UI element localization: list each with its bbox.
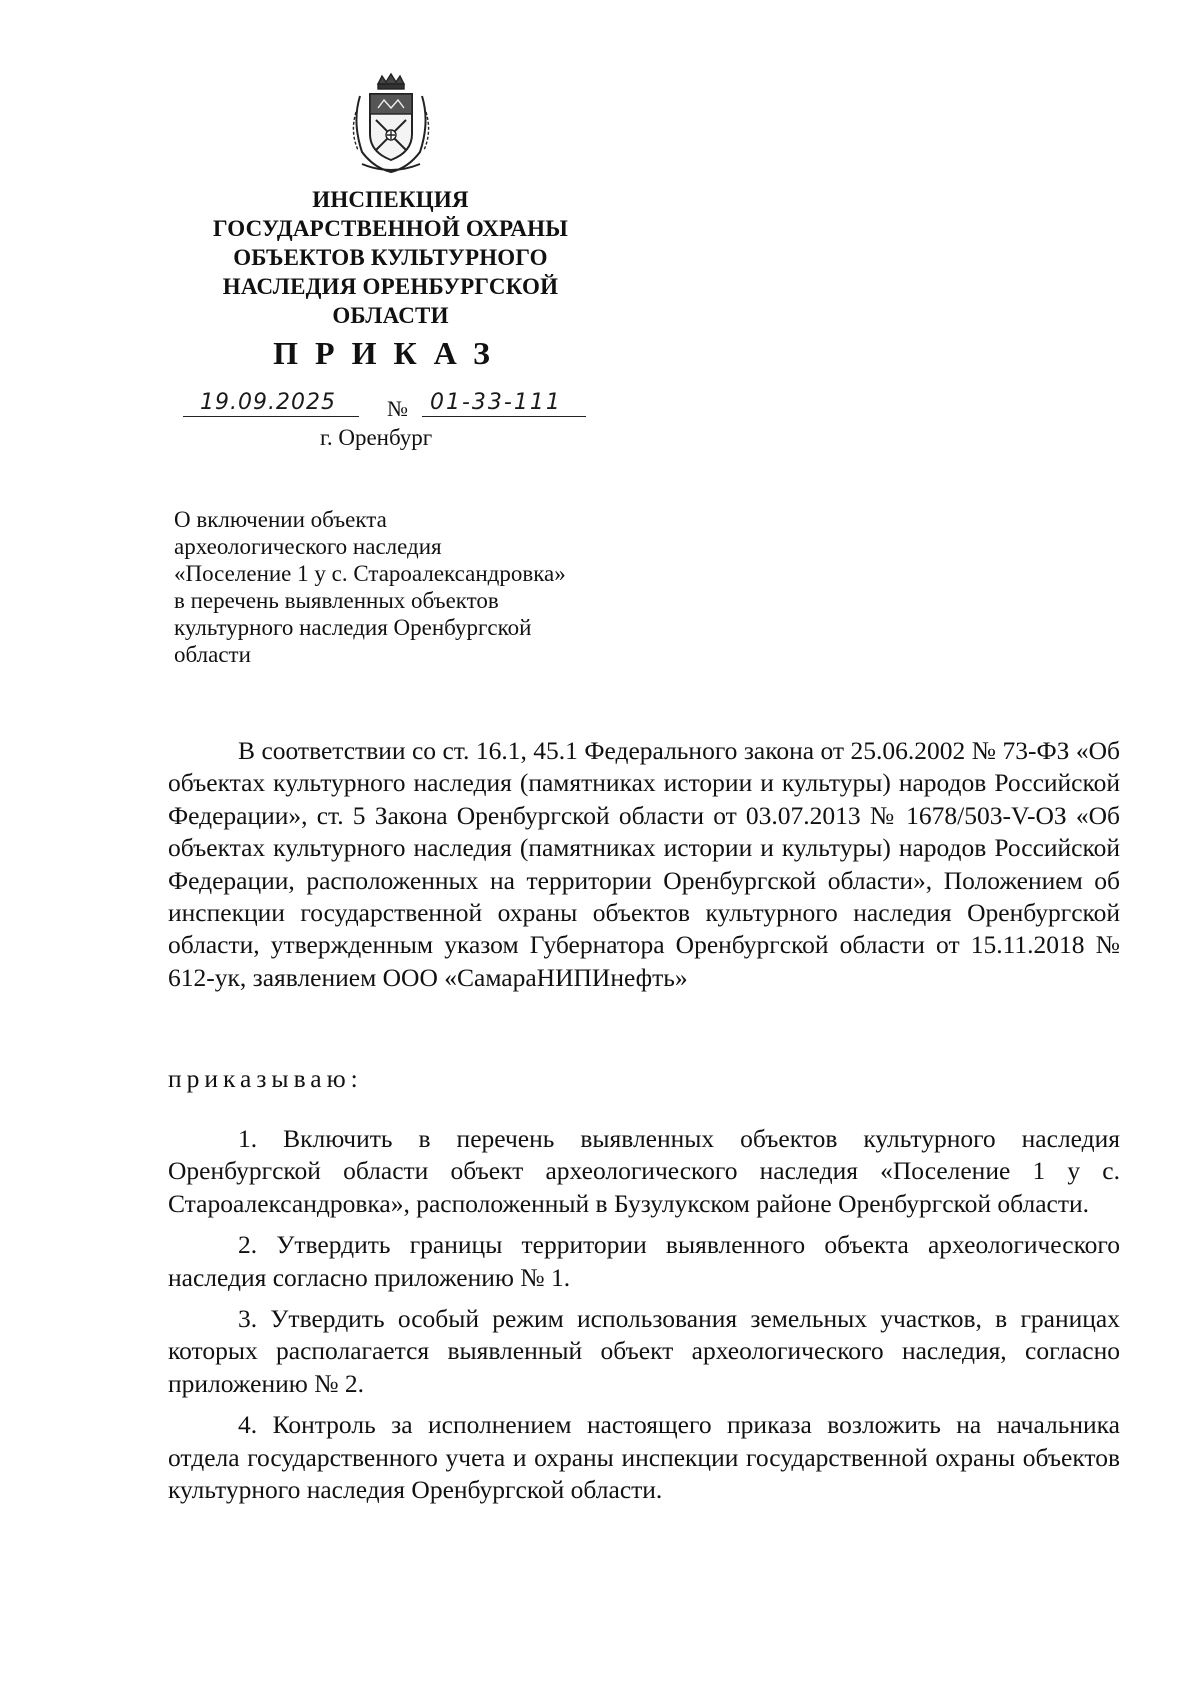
order-subject — [174, 506, 604, 668]
date-underline — [183, 416, 359, 417]
order-date: 19.09.2025 — [200, 390, 336, 415]
order-item: 4. Контроль за исполнением настоящего приказа возложить на начальника отдела государственного учета и охраны инспекции государственной охраны объектов культурного наследия Оренбургской области. — [168, 1410, 1120, 1505]
city: г. Оренбург — [320, 425, 433, 450]
subject-line: О включении объекта — [174, 507, 387, 532]
order-number: 01-33-111 — [430, 390, 562, 415]
order-item: 3. Утвердить особый режим использования земельных участков, в границах которых располагается выявленный объект археологического наследия, согласно приложению № 2. — [168, 1304, 1120, 1398]
organization-name — [150, 185, 631, 330]
org-line: ИНСПЕКЦИЯ — [312, 187, 469, 212]
org-line: НАСЛЕДИЯ ОРЕНБУРГСКОЙ — [222, 274, 559, 299]
orders-word: приказываю: — [168, 1064, 363, 1093]
number-underline — [422, 416, 586, 417]
order-title: ПРИКАЗ — [273, 335, 507, 371]
number-sign: № — [387, 396, 408, 421]
order-item: 1. Включить в перечень выявленных объектов культурного наследия Оренбургской области объект археологического наследия «Поселение 1 у с. Староалександровка», расположенный в Бузулукском районе Оренбургской области. — [168, 1124, 1120, 1218]
subject-line: культурного наследия Оренбургской — [174, 615, 532, 640]
coat-of-arms-icon — [348, 72, 434, 176]
preamble — [168, 735, 1120, 994]
order-items — [168, 1123, 1120, 1515]
subject-line: в перечень выявленных объектов — [174, 588, 499, 613]
org-line: ОБЪЕКТОВ КУЛЬТУРНОГО — [233, 245, 548, 270]
org-line: ГОСУДАРСТВЕННОЙ ОХРАНЫ — [212, 216, 569, 241]
org-line: ОБЛАСТИ — [332, 303, 449, 328]
preamble-text: В соответствии со ст. 16.1, 45.1 Федерального закона от 25.06.2002 № 73-ФЗ «Об объектах культурного наследия (памятниках истории и культуры) народов Российской Федерации», ст. 5 Закона Оренбургской области от 03.07.2013 № 1678/503-V-ОЗ «Об объектах культурного наследия (памятниках истории и культуры) народов Российской Федерации, расположенных на территории Оренбургской области», Положением об инспекции государственной охраны объектов культурного наследия Оренбургской области, утвержденным указом Губернатора Оренбургской области от 15.11.2018 № 612-ук, заявлением ООО «СамараНИПИнефть» — [168, 736, 1120, 992]
subject-line: «Поселение 1 у с. Староалександровка» — [174, 561, 566, 586]
subject-line: археологического наследия — [174, 534, 442, 559]
subject-line: области — [174, 642, 251, 667]
order-item: 2. Утвердить границы территории выявленного объекта археологического наследия согласно приложению № 1. — [168, 1230, 1120, 1292]
